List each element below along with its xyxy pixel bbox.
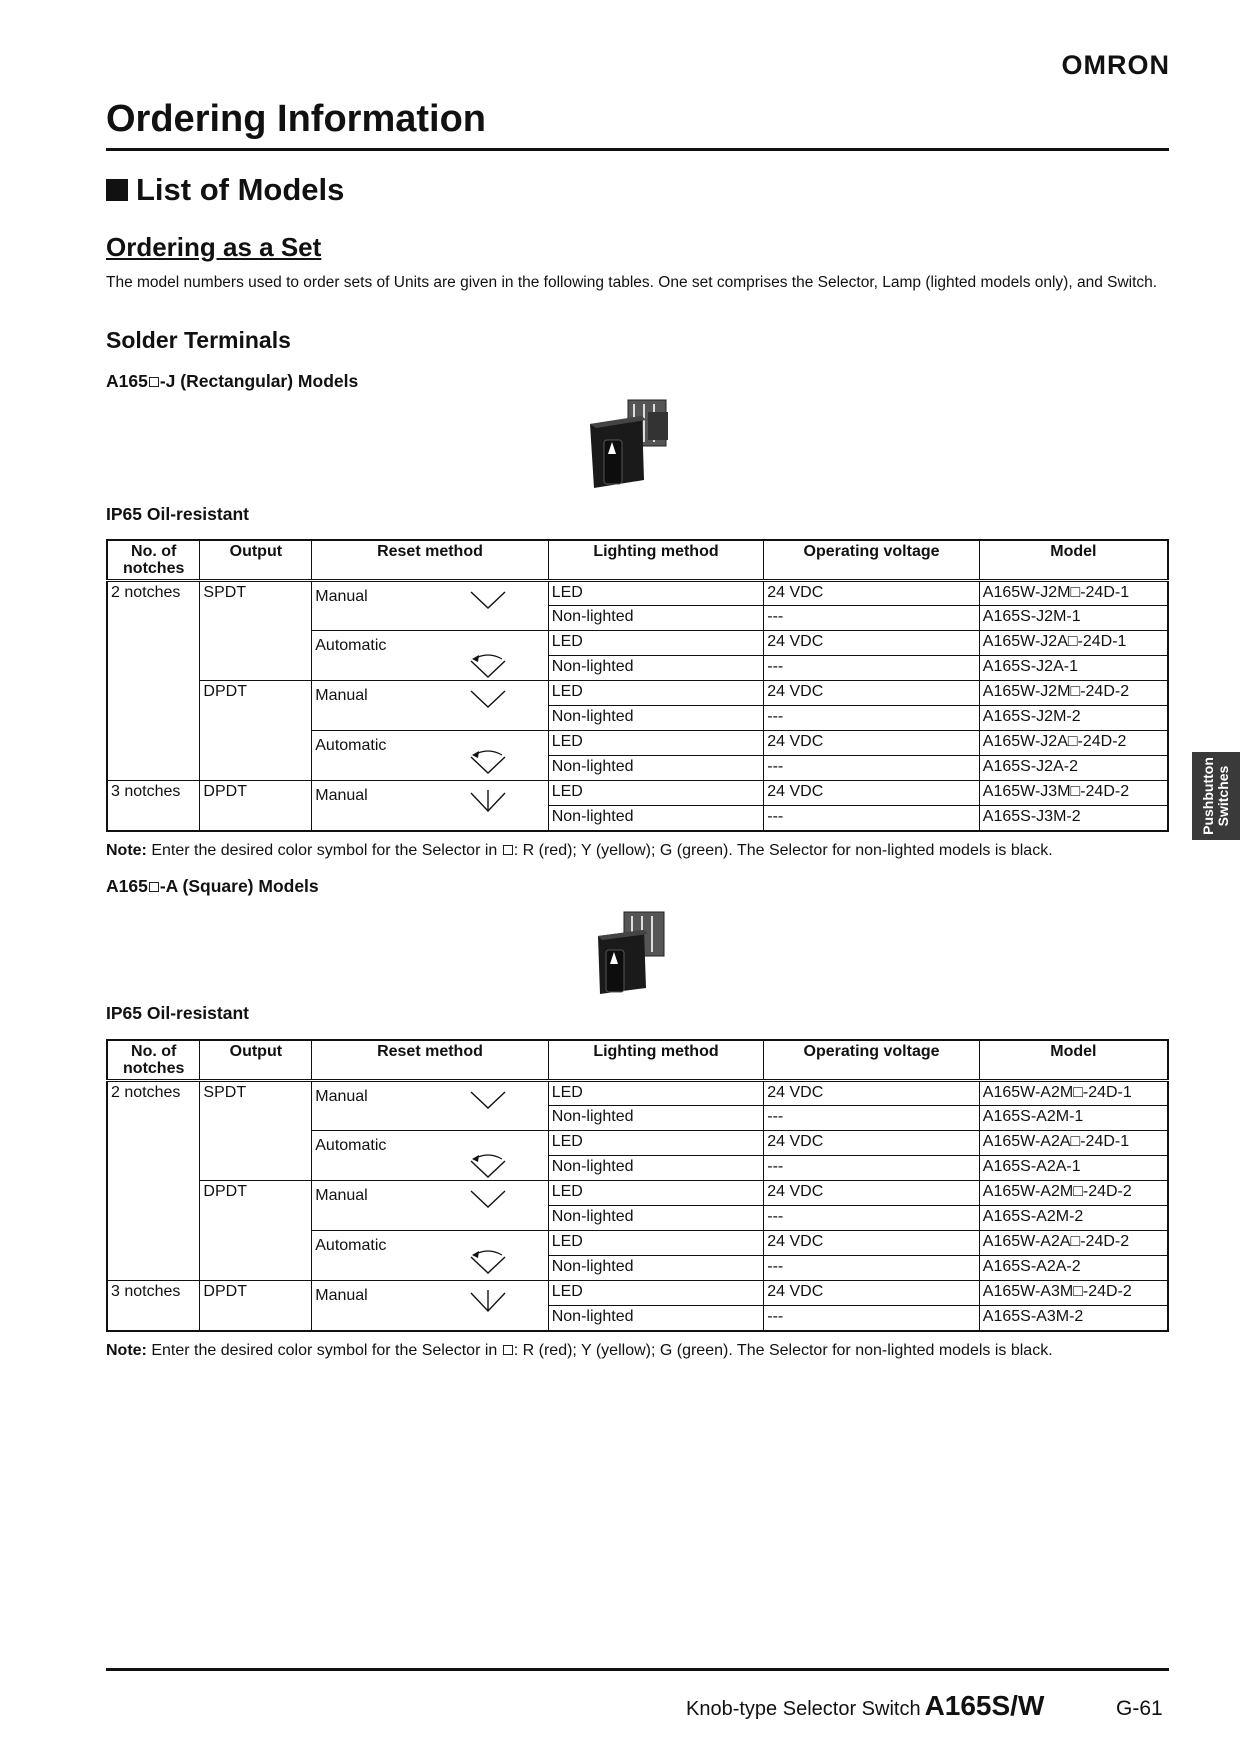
voltage-cell: 24 VDC [764, 1181, 980, 1206]
color-symbol-box-icon [503, 845, 513, 855]
voltage-cell: 24 VDC [764, 1231, 980, 1256]
side-tab-pushbutton-switches[interactable] [1192, 752, 1240, 840]
reset-label: Automatic [315, 1237, 387, 1254]
lighting-cell: Non-lighted [548, 1156, 764, 1181]
output-cell: SPDT [200, 581, 312, 681]
section-square-icon [106, 179, 128, 201]
color-symbol-box-icon [149, 377, 159, 387]
page-number: G-61 [1116, 1697, 1163, 1720]
manual-3notch-icon [468, 787, 508, 817]
notches-cell: 3 notches [107, 781, 200, 831]
voltage-cell: 24 VDC [764, 681, 980, 706]
reset-cell [312, 631, 548, 681]
voltage-cell: --- [764, 606, 980, 631]
output-cell: DPDT [200, 681, 312, 781]
col-lighting: Lighting method [548, 1040, 764, 1081]
lighting-cell: LED [548, 731, 764, 756]
voltage-cell: --- [764, 656, 980, 681]
model-cell: A165S-A2M-2 [979, 1206, 1168, 1231]
lighting-cell: LED [548, 681, 764, 706]
col-notches: No. of notches [107, 540, 200, 581]
reset-cell [312, 1131, 548, 1181]
intro-text: The model numbers used to order sets of Units are given in the following tables. One set comprises the Selector, Lamp (lighted models only), and Switch. [106, 274, 1158, 291]
voltage-cell: --- [764, 706, 980, 731]
reset-label: Manual [315, 1287, 368, 1304]
voltage-cell: 24 VDC [764, 581, 980, 606]
note-post: : R (red); Y (yellow); G (green). The Selector for non-lighted models is black. [513, 842, 1053, 859]
square-heading-pre: A165 [106, 876, 148, 896]
manual-2notch-icon [468, 1187, 508, 1211]
voltage-cell: --- [764, 756, 980, 781]
automatic-return-icon [468, 1149, 508, 1181]
manual-3notch-icon [468, 1287, 508, 1317]
reset-cell [312, 781, 548, 831]
title-rule [106, 148, 1169, 151]
lighting-cell: LED [548, 1181, 764, 1206]
lighting-cell: Non-lighted [548, 1306, 764, 1331]
output-cell: DPDT [200, 1181, 312, 1281]
voltage-cell: --- [764, 1106, 980, 1131]
model-cell: A165W-J2M□-24D-2 [979, 681, 1168, 706]
reset-label: Automatic [315, 737, 387, 754]
model-cell: A165W-J3M□-24D-2 [979, 781, 1168, 806]
rect-models-heading [106, 371, 358, 392]
section-title-text: List of Models [136, 172, 345, 207]
table-header-row [107, 1040, 1168, 1081]
table-header-row [107, 540, 1168, 581]
voltage-cell: --- [764, 1306, 980, 1331]
model-cell: A165W-A2M□-24D-2 [979, 1181, 1168, 1206]
lighting-cell: LED [548, 1231, 764, 1256]
output-cell: SPDT [200, 1081, 312, 1181]
note-post: : R (red); Y (yellow); G (green). The Selector for non-lighted models is black. [513, 1342, 1053, 1359]
footer-rule [106, 1668, 1169, 1671]
lighting-cell: Non-lighted [548, 806, 764, 831]
reset-label: Manual [315, 1187, 368, 1204]
lighting-cell: LED [548, 1081, 764, 1106]
side-tab-line1: Pushbutton [1200, 757, 1216, 835]
lighting-cell: Non-lighted [548, 756, 764, 781]
lighting-cell: Non-lighted [548, 706, 764, 731]
reset-cell [312, 1181, 548, 1231]
col-voltage: Operating voltage [764, 540, 980, 581]
footer-product [686, 1690, 1044, 1722]
table-row [107, 781, 1168, 806]
notches-cell: 2 notches [107, 581, 200, 781]
square-ip-heading: IP65 Oil-resistant [106, 1003, 249, 1023]
lighting-cell: LED [548, 631, 764, 656]
square-switch-photo [594, 906, 674, 998]
table-row [107, 681, 1168, 706]
section-title [106, 172, 344, 208]
voltage-cell: --- [764, 1156, 980, 1181]
col-model: Model [979, 540, 1168, 581]
table-row [107, 1081, 1168, 1106]
model-cell: A165W-A2A□-24D-2 [979, 1231, 1168, 1256]
lighting-cell: LED [548, 1131, 764, 1156]
lighting-cell: Non-lighted [548, 1206, 764, 1231]
reset-cell [312, 1081, 548, 1131]
voltage-cell: 24 VDC [764, 1281, 980, 1306]
model-cell: A165S-J2M-1 [979, 606, 1168, 631]
reset-label: Automatic [315, 637, 387, 654]
lighting-cell: Non-lighted [548, 606, 764, 631]
note-label: Note: [106, 842, 147, 859]
voltage-cell: --- [764, 806, 980, 831]
col-reset: Reset method [312, 1040, 548, 1081]
voltage-cell: --- [764, 1256, 980, 1281]
table-row [107, 1181, 1168, 1206]
model-cell: A165S-A2A-2 [979, 1256, 1168, 1281]
reset-label: Manual [315, 787, 368, 804]
model-cell: A165W-A2A□-24D-1 [979, 1131, 1168, 1156]
rect-heading-pre: A165 [106, 371, 148, 391]
square-heading-post: -A (Square) Models [159, 876, 319, 896]
lighting-cell: LED [548, 581, 764, 606]
reset-cell [312, 681, 548, 731]
subtitle: Ordering as a Set [106, 232, 322, 262]
model-cell: A165W-J2A□-24D-2 [979, 731, 1168, 756]
color-symbol-box-icon [503, 1345, 513, 1355]
model-cell: A165S-J3M-2 [979, 806, 1168, 831]
voltage-cell: 24 VDC [764, 731, 980, 756]
model-cell: A165W-A3M□-24D-2 [979, 1281, 1168, 1306]
omron-logo: OMRON [1061, 50, 1170, 80]
color-symbol-box-icon [149, 882, 159, 892]
reset-label: Manual [315, 687, 368, 704]
voltage-cell: 24 VDC [764, 781, 980, 806]
voltage-cell: 24 VDC [764, 631, 980, 656]
model-cell: A165S-J2M-2 [979, 706, 1168, 731]
manual-2notch-icon [468, 1088, 508, 1112]
model-cell: A165S-A2M-1 [979, 1106, 1168, 1131]
voltage-cell: 24 VDC [764, 1131, 980, 1156]
lighting-cell: Non-lighted [548, 656, 764, 681]
col-output: Output [200, 1040, 312, 1081]
col-voltage: Operating voltage [764, 1040, 980, 1081]
model-cell: A165W-J2A□-24D-1 [979, 631, 1168, 656]
model-cell: A165S-J2A-2 [979, 756, 1168, 781]
reset-cell [312, 581, 548, 631]
output-cell: DPDT [200, 1281, 312, 1331]
model-cell: A165S-J2A-1 [979, 656, 1168, 681]
notches-cell: 3 notches [107, 1281, 200, 1331]
rect-heading-post: -J (Rectangular) Models [159, 371, 359, 391]
voltage-cell: 24 VDC [764, 1081, 980, 1106]
square-models-table [106, 1039, 1169, 1332]
note-label: Note: [106, 1342, 147, 1359]
side-tab-label [1201, 757, 1231, 835]
model-cell: A165W-J2M□-24D-1 [979, 581, 1168, 606]
reset-label: Manual [315, 1088, 368, 1105]
terminals-heading: Solder Terminals [106, 327, 291, 353]
lighting-cell: LED [548, 781, 764, 806]
col-reset: Reset method [312, 540, 548, 581]
manual-2notch-icon [468, 588, 508, 612]
rect-models-table [106, 539, 1169, 832]
lighting-cell: Non-lighted [548, 1106, 764, 1131]
note-pre: Enter the desired color symbol for the Selector in [151, 1342, 498, 1359]
model-cell: A165S-A2A-1 [979, 1156, 1168, 1181]
col-lighting: Lighting method [548, 540, 764, 581]
rect-ip-heading: IP65 Oil-resistant [106, 504, 249, 524]
automatic-return-icon [468, 649, 508, 681]
rect-note [106, 842, 1053, 860]
col-model: Model [979, 1040, 1168, 1081]
automatic-return-icon [468, 1245, 508, 1277]
voltage-cell: --- [764, 1206, 980, 1231]
lighting-cell: Non-lighted [548, 1256, 764, 1281]
square-note [106, 1342, 1053, 1360]
note-pre: Enter the desired color symbol for the Selector in [151, 842, 498, 859]
automatic-return-icon [468, 745, 508, 777]
side-tab-line2: Switches [1215, 765, 1231, 827]
table-row [107, 581, 1168, 606]
output-cell: DPDT [200, 781, 312, 831]
table-row [107, 1281, 1168, 1306]
reset-cell [312, 1231, 548, 1281]
col-notches: No. of notches [107, 1040, 200, 1081]
page-title: Ordering Information [106, 98, 486, 140]
notches-cell: 2 notches [107, 1081, 200, 1281]
square-models-heading [106, 876, 319, 897]
reset-label: Manual [315, 588, 368, 605]
reset-label: Automatic [315, 1137, 387, 1154]
footer-product-name: Knob-type Selector Switch [686, 1698, 921, 1720]
footer-model-code: A165S/W [924, 1690, 1045, 1721]
reset-cell [312, 731, 548, 781]
lighting-cell: LED [548, 1281, 764, 1306]
rectangular-switch-photo [588, 394, 678, 494]
model-cell: A165S-A3M-2 [979, 1306, 1168, 1331]
model-cell: A165W-A2M□-24D-1 [979, 1081, 1168, 1106]
manual-2notch-icon [468, 687, 508, 711]
col-output: Output [200, 540, 312, 581]
reset-cell [312, 1281, 548, 1331]
